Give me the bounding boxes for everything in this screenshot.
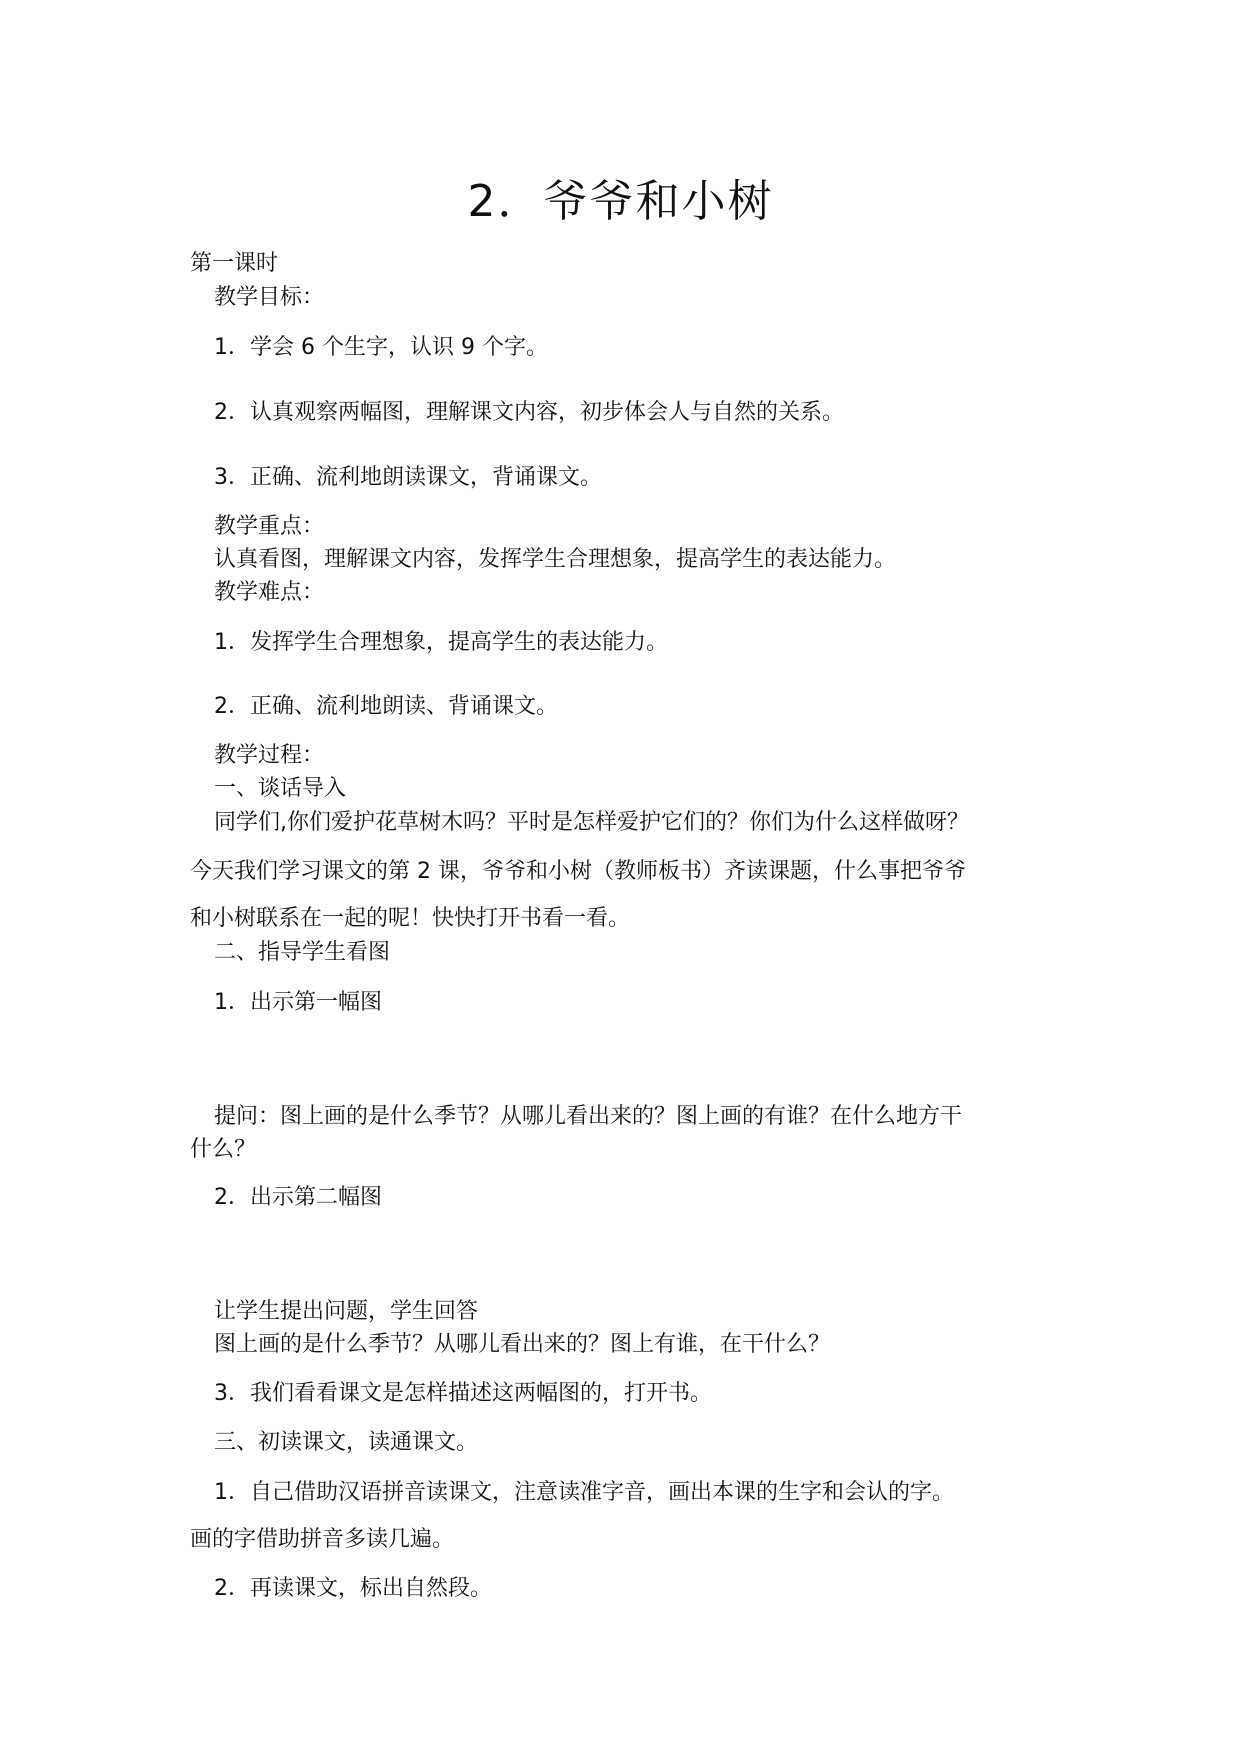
difficulty-item: 2．正确、流利地朗读、背诵课文。	[214, 694, 558, 719]
section3-line: 画的字借助拼音多读几遍。	[190, 1527, 455, 1552]
goal-item: 1．学会 6 个生字，认识 9 个字。	[214, 335, 548, 360]
goal-item: 2．认真观察两幅图，理解课文内容，初步体会人与自然的关系。	[214, 400, 844, 425]
section2-heading: 二、指导学生看图	[214, 940, 391, 965]
process-heading: 教学过程：	[214, 743, 325, 768]
section3-line: 1．自己借助汉语拼音读课文，注意读准字音，画出本课的生字和会认的字。	[214, 1480, 954, 1505]
lesson-label: 第一课时	[190, 251, 279, 276]
document-title: 2．爷爷和小树	[467, 176, 774, 227]
section2-item: 1．出示第一幅图	[214, 990, 382, 1015]
section3-heading: 三、初读课文，读通课文。	[214, 1430, 479, 1455]
difficulty-item: 1．发挥学生合理想象，提高学生的表达能力。	[214, 630, 668, 655]
section1-line: 和小树联系在一起的呢！快快打开书看一看。	[190, 906, 631, 931]
section3-item: 2．再读课文，标出自然段。	[214, 1576, 492, 1601]
section2-item: 2．出示第二幅图	[214, 1185, 382, 1210]
section1-heading: 一、谈话导入	[214, 776, 347, 801]
section1-line: 同学们,你们爱护花草树木吗？平时是怎样爱护它们的？你们为什么这样做呀？	[214, 810, 969, 835]
goal-item: 3．正确、流利地朗读课文，背诵课文。	[214, 465, 602, 490]
section2-question: 提问：图上画的是什么季节？从哪儿看出来的？图上画的有谁？在什么地方干	[214, 1104, 963, 1129]
section2-question: 图上画的是什么季节？从哪儿看出来的？图上有谁，在干什么？	[214, 1332, 831, 1357]
goals-heading: 教学目标：	[214, 285, 325, 310]
section2-question: 让学生提出问题，学生回答	[214, 1299, 479, 1324]
key-points-text: 认真看图，理解课文内容，发挥学生合理想象，提高学生的表达能力。	[214, 547, 897, 572]
section2-question: 什么？	[190, 1137, 257, 1162]
difficulties-heading: 教学难点：	[214, 580, 325, 605]
section2-item: 3．我们看看课文是怎样描述这两幅图的，打开书。	[214, 1381, 712, 1406]
section1-line: 今天我们学习课文的第 2 课，爷爷和小树（教师板书）齐读课题，什么事把爷爷	[190, 859, 966, 884]
key-points-heading: 教学重点：	[214, 514, 325, 539]
